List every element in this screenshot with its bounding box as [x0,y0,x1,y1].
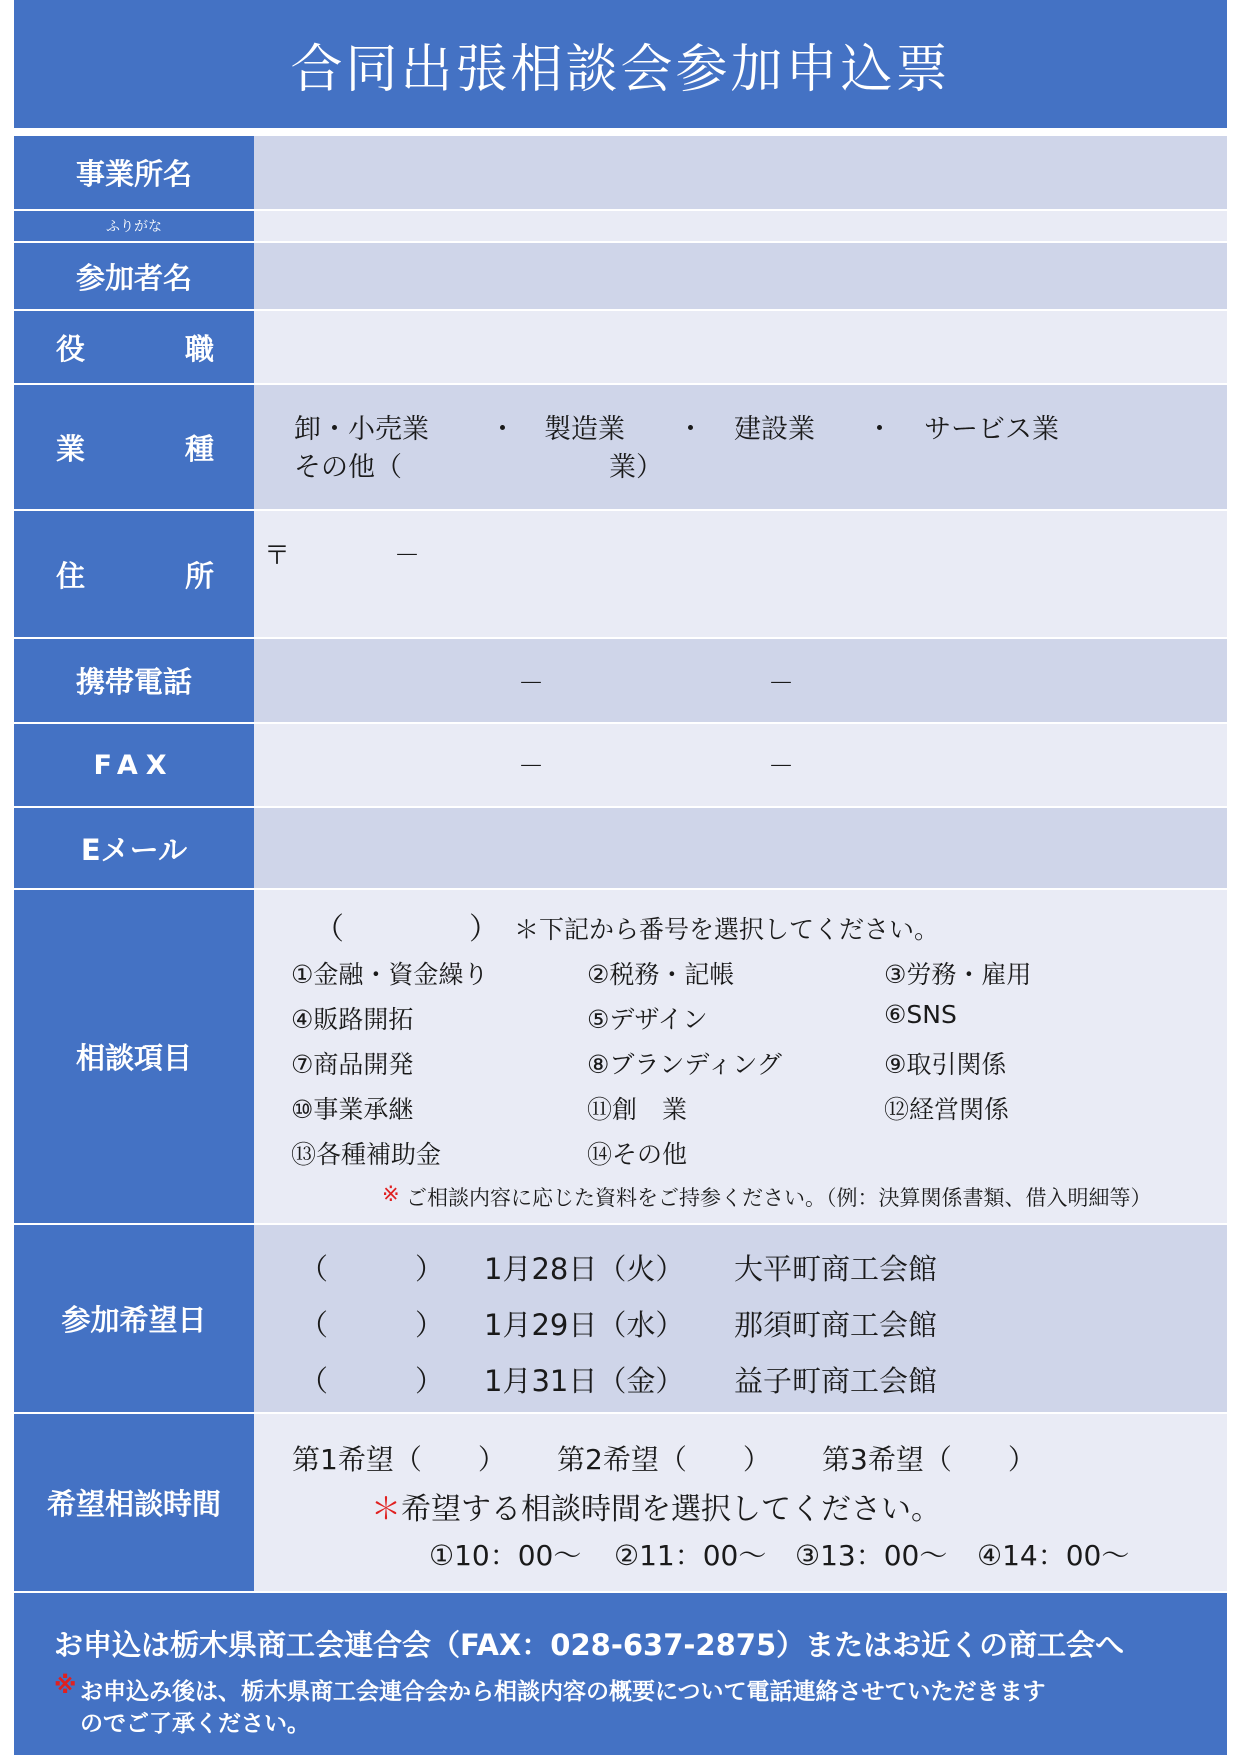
time-slot: ③13：00～ [795,1539,948,1572]
industry-option-construction[interactable]: 建設業 [734,414,815,445]
fax-dash: － [768,752,795,782]
topic-item: ⑫経営関係 [884,1095,1010,1124]
label-mobile: 携帯電話 [14,639,254,722]
topic-note: ご相談内容に応じた資料をご持参ください。（例：決算関係書類、借入明細等） [406,1186,1152,1210]
postal-dash: － [394,541,421,571]
footer-note: お申込み後は、栃木県商工会連合会から相談内容の概要について電話連絡させていただきます [80,1679,1046,1705]
time-slot: ④14：00～ [977,1539,1130,1572]
topic-item: ⑤デザイン [587,1005,708,1034]
row-furigana [14,211,1227,241]
industry-option-retail[interactable]: 卸・小売業 [294,414,429,445]
date-checkbox-1[interactable]: （ ） [299,1252,445,1286]
label-position [14,311,254,383]
mobile-dash: － [768,669,795,699]
label-industry-char1: 業 [56,431,86,466]
fax-dash: － [518,752,545,782]
label-participant-name: 参加者名 [14,243,254,309]
industry-separator: ・ [866,414,893,445]
industry-option-service[interactable]: サービス業 [924,414,1059,445]
times-area [254,1414,1227,1591]
topics-area [254,890,1227,1223]
label-address-char1: 住 [56,558,86,593]
time-choice-3[interactable]: 第3希望（ ） [822,1443,1036,1476]
footer-contact: お申込は栃木県商工会連合会（FAX：028-637-2875）またはお近くの商工会へ [54,1628,1125,1662]
date-checkbox-3[interactable]: （ ） [299,1364,445,1398]
topic-item: ⑭その他 [587,1140,688,1169]
time-slot: ①10：00～ [429,1539,582,1572]
row-fax [14,724,1227,806]
industry-separator: ・ [489,414,516,445]
label-topics: 相談項目 [14,890,254,1223]
row-industry [14,385,1227,509]
time-instruction: 希望する相談時間を選択してください。 [401,1492,941,1527]
time-slot: ②11：00～ [614,1539,767,1572]
topic-item: ④販路開拓 [291,1005,414,1034]
topic-select-close: ） [469,912,499,947]
date-label-2: 1月29日（水） [484,1308,685,1342]
postal-mark-icon: 〒 [264,541,291,571]
label-times: 希望相談時間 [14,1414,254,1591]
industry-option-manufacturing[interactable]: 製造業 [544,414,625,445]
topic-item: ①金融・資金繰り [291,960,489,989]
venue-label-3: 益子町商工会館 [734,1364,938,1398]
row-position [14,311,1227,383]
row-participant-name [14,243,1227,309]
dates-area [254,1225,1227,1412]
topic-select-input[interactable] [380,904,460,940]
position-field[interactable] [254,311,1227,383]
footer-note-mark: ※ [54,1673,77,1699]
row-business-name [14,136,1227,209]
topic-note-mark: ※ [382,1182,400,1206]
business-name-field[interactable] [254,136,1227,209]
mobile-dash: － [518,669,545,699]
topic-item: ③労務・雇用 [884,960,1032,989]
topic-item: ⑦商品開発 [291,1050,414,1079]
form-title: 合同出張相談会参加申込票 [14,0,1227,128]
industry-option-other[interactable]: その他（ [294,452,402,483]
venue-label-2: 那須町商工会館 [734,1308,938,1342]
date-checkbox-2[interactable]: （ ） [299,1308,445,1342]
time-choice-1[interactable]: 第1希望（ ） [292,1443,506,1476]
fax-field[interactable] [254,724,1227,806]
label-furigana: ふりがな [14,211,254,241]
industry-other-suffix: 業） [609,452,663,483]
topic-item: ⑪創 業 [587,1095,688,1124]
row-email [14,808,1227,888]
date-label-1: 1月28日（火） [484,1252,685,1286]
label-industry [14,385,254,509]
mobile-field[interactable] [254,639,1227,722]
topic-item: ⑩事業承継 [291,1095,414,1124]
label-position-char2: 職 [184,331,214,366]
label-industry-char2: 種 [184,431,214,466]
label-dates: 参加希望日 [14,1225,254,1412]
topic-item: ⑬各種補助金 [291,1140,442,1169]
industry-options [254,385,1227,509]
label-business-name: 事業所名 [14,136,254,209]
row-times [14,1414,1227,1591]
address-field[interactable] [254,511,1227,637]
footer [14,1593,1227,1755]
venue-label-1: 大平町商工会館 [734,1252,938,1286]
row-dates [14,1225,1227,1412]
label-email: Eメール [14,808,254,888]
time-choice-2[interactable]: 第2希望（ ） [557,1443,771,1476]
label-address-char2: 所 [184,558,214,593]
participant-name-field[interactable] [254,243,1227,309]
topic-item: ⑥SNS [884,1000,957,1029]
topic-item: ⑧ブランディング [587,1050,782,1079]
topic-select-open: （ [314,912,344,947]
time-instruction-mark: ＊ [371,1492,401,1527]
footer-note-cont: のでご了承ください。 [80,1711,310,1737]
date-label-3: 1月31日（金） [484,1364,685,1398]
email-field[interactable] [254,808,1227,888]
label-fax: FAX [14,724,254,806]
row-mobile [14,639,1227,722]
topic-instruction: ＊下記から番号を選択してください。 [514,915,940,944]
row-address [14,511,1227,637]
industry-separator: ・ [677,414,704,445]
furigana-field[interactable] [254,211,1227,241]
topic-item: ②税務・記帳 [587,960,735,989]
label-address [14,511,254,637]
label-position-char1: 役 [56,331,86,366]
row-topics [14,890,1227,1223]
topic-item: ⑨取引関係 [884,1050,1007,1079]
